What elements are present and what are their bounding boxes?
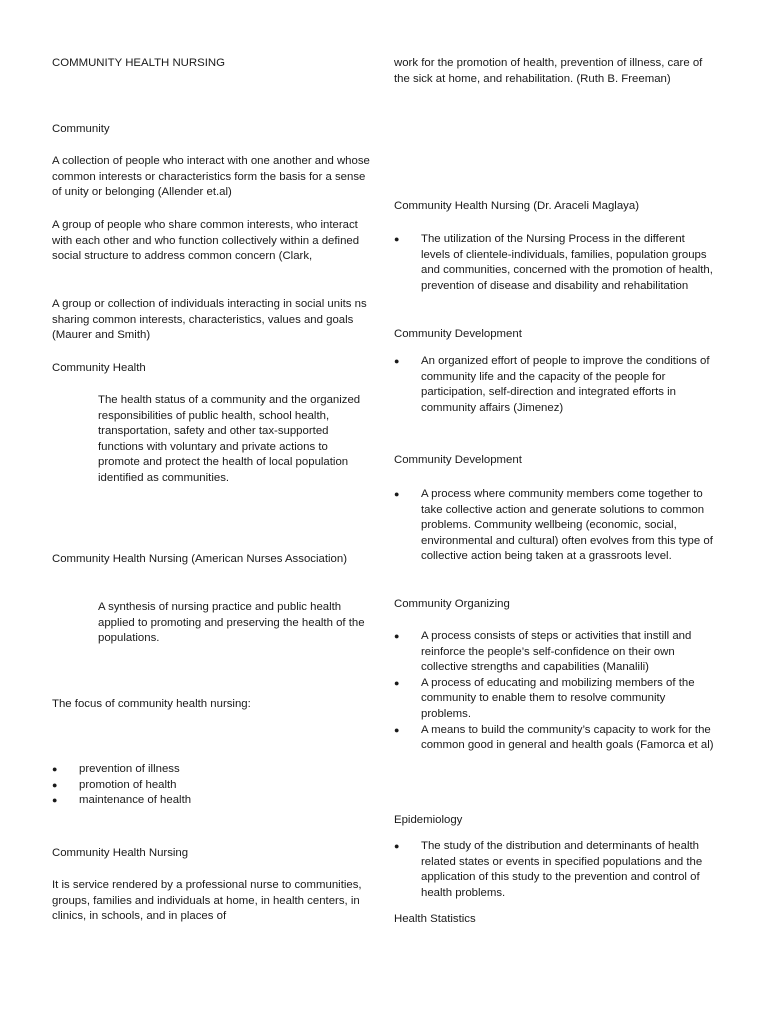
chn-maglaya-list — [394, 232, 716, 294]
community-organizing-heading: Community Organizing — [394, 598, 510, 610]
chn-definition-continued: work for the promotion of health, prevention of illness, care of the sick at home, and rehabilitation. (Ruth B. Freeman) — [394, 57, 703, 85]
list-item: ● A process consists of steps or activities that instill and reinforce the people’s self-confidence on their own collective strengths and capabilities (Manalili) — [394, 629, 716, 676]
community-heading: Community — [52, 123, 110, 135]
health-statistics-heading: Health Statistics — [394, 913, 476, 925]
community-development-heading-2: Community Development — [394, 454, 522, 466]
community-definition-3: A group or collection of individuals interacting in social units ns sharing common interests, characteristics, values and goals (Maurer and Smith) — [52, 298, 367, 342]
community-health-heading: Community Health — [52, 362, 146, 374]
epidemiology-list — [394, 839, 716, 901]
epidemiology-heading: Epidemiology — [394, 814, 463, 826]
focus-heading: The focus of community health nursing: — [52, 698, 251, 710]
community-organizing-list — [394, 629, 716, 754]
chn-ana-heading: Community Health Nursing (American Nurses Association) — [52, 553, 347, 565]
community-definition-1: A collection of people who interact with one another and whose common interests or characteristics form the basis for a sense of unity or belonging (Allender et.al) — [52, 155, 370, 199]
chn-ana-definition: A synthesis of nursing practice and public health applied to promoting and preserving the health of the populations. — [98, 601, 365, 645]
list-item: ● A process where community members come together to take collective action and generate solutions to common problems. Community wellbeing (economic, social, environmental and cultural) often evolves from this type of collective action being taken at a grassroots level. — [394, 487, 716, 565]
chn-heading: Community Health Nursing — [52, 847, 189, 859]
community-development-heading-1: Community Development — [394, 328, 522, 340]
list-item: ● The study of the distribution and determinants of health related states or events in specified populations and the application of this study to the prevention and control of health problems. — [394, 839, 716, 901]
list-item: ● prevention of illness — [52, 762, 370, 778]
document-title: COMMUNITY HEALTH NURSING — [52, 57, 225, 69]
list-item: ● An organized effort of people to improve the conditions of community life and the capacity of the people for participation, self-direction and integrated efforts in community affairs (Jimenez) — [394, 354, 716, 416]
list-item: ● promotion of health — [52, 778, 370, 794]
list-item: ● The utilization of the Nursing Process in the different levels of clientele-individuals, families, population groups and communities, concerned with the promotion of health, prevention of disease and disability and rehabilitation — [394, 232, 716, 294]
community-health-definition: The health status of a community and the organized responsibilities of public health, school health, transportation, safety and other tax-supported functions with voluntary and private actions to promote and protect the health of local population identified as communities. — [98, 394, 361, 484]
chn-maglaya-heading: Community Health Nursing (Dr. Araceli Maglaya) — [394, 200, 639, 212]
community-development-list-1 — [394, 354, 716, 416]
community-definition-2: A group of people who share common interests, who interact with each other and who function collectively within a defined social structure to address common concern (Clark, — [52, 219, 360, 263]
community-development-list-2 — [394, 487, 716, 565]
focus-list — [52, 762, 370, 809]
list-item: ● A process of educating and mobilizing members of the community to enable them to resolve community problems. — [394, 676, 716, 723]
list-item: ● maintenance of health — [52, 793, 370, 809]
list-item: ● A means to build the community’s capacity to work for the common good in general and health goals (Famorca et al) — [394, 723, 716, 754]
chn-definition: It is service rendered by a professional nurse to communities, groups, families and individuals at home, in health centers, in clinics, in schools, and in places of — [52, 879, 362, 923]
